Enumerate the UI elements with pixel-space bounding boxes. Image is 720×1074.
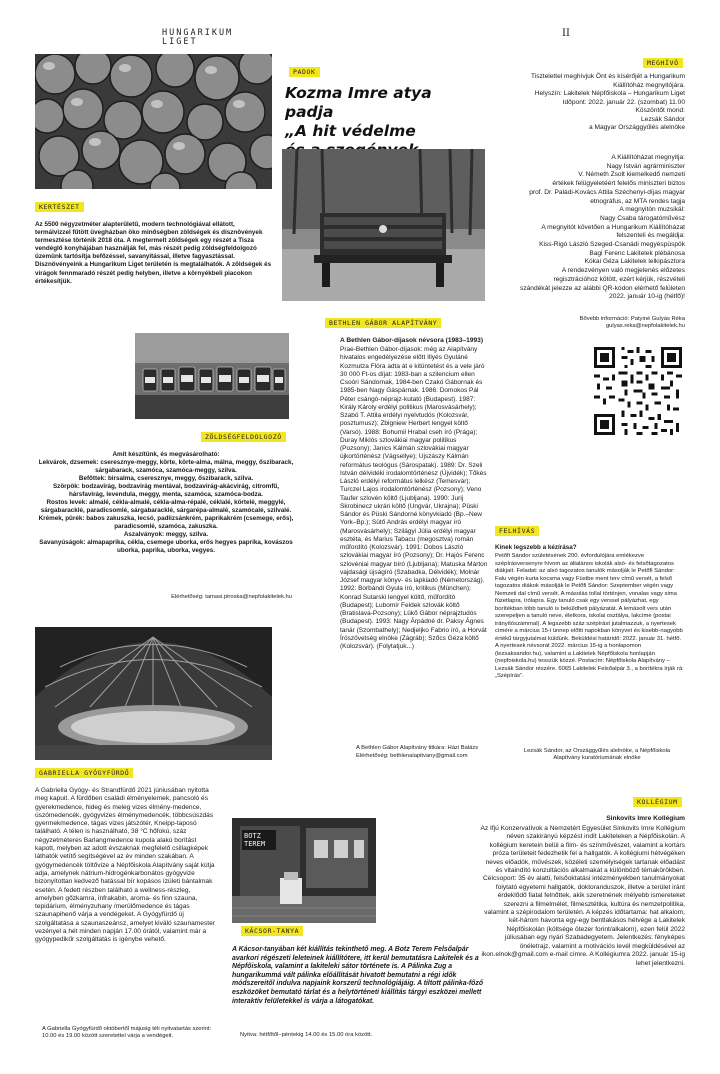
- jars-photo: [135, 333, 289, 419]
- meghivo-p1-6: Lezsák Sándor: [641, 115, 685, 123]
- padok-tag: PADOK: [289, 67, 320, 77]
- meghivo-p2-1: A Kiállítóházat megnyitja:: [611, 154, 685, 161]
- zoldseg-line-1: Lekvárok, dzsemek: cseresznye-meggy, körte, körte-alma, málna, meggy, őszibarack, sárgabarack, szamóca, szamóca-meggy, szilva.: [38, 459, 294, 474]
- meghivo-p2-2: Nagy István agrárminiszter: [606, 162, 685, 170]
- meghivo-p1-1: Tisztelettel meghívjuk Önt és kísérőjét a Hungarikum: [530, 73, 685, 80]
- kerteszet-tag: KERTÉSZET: [35, 202, 84, 212]
- bethlen-title: A Bethlen Gábor-díjasok névsora (1983–1993): [340, 337, 484, 344]
- meghivo-p2-8: Nagy Csaba tárogatóművész: [599, 214, 685, 222]
- bethlen-body: Prae-Bethlen Gábor-díjasok: még az Alapítvány hivatalos engedélyezése előtt Illyés Gyuláné Kozmutza Flóra adta át e kitüntetést és a vele járó 30 000 Ft-os díjat: 1983-ban a szilencium ellen Csoóri Sándornak, 1984-ben Czakó Gábornak és 1985-ben Nagy Gáspárnak. 1986: Domokos Pál Péter csángó-néprajz-kutató (Budapest). 1987: Király Károly erdélyi politikus (Marosvásárhely); Szabó T. Attila erdélyi nyelvtudós (Kolozsvár, posztumusz); Zbigniew Herbert lengyel költő (Varsó). 1988: Bohumil Hrabal cseh író (Prága); Duray Miklós szlovákiai magyar politikus (Pozsony); Janics Kálmán szlovákiai magyar újkortörténész (Vágsellye); Ujszászy Kálmán református teológus (Sárospatak). 1989: Dr. Szeli István délvidéki irodalomtörténész (Újvidék); Tőkés László erdélyi református lelkész (Temesvár); Turczel Lajos irodalomtörténész (Pozsony); Veno Taufer szlovén költő (Ljubljana). 1990: Jurij Skrobinecz ukrán költő (Ungvár, Ukrajna); Püski Sándor és Püski Sándorné könyvkiadó (Bp.–New York–Bp.); Sütő András erdélyi magyar író (Marosvásárhely); Szilágyi Júlia erdélyi magyar esztéta, és Marius Tabacu (megosztva) román műfordító (Kolozsvár). 1991: Dobos László szlovákiai magyar író (Pozsony); Dr. Hajós Ferenc szlovéniai magyar bíró (Ljubljana); Matuska Márton vajdasági újságíró (Szabadka, Délvidék); Molnár József magyar könyv- és lapkiadó (Németország). 1992: Borbándi Gyula író, kritikus (München); Konrad Sutarski lengyel költő, műfordító (Budapest); Lubomír Feldek szlovák költő (Bratislava-Pozsony); Lükő Gábor néprajztudós (Budapest). 1993: Nagy Árpádné dr. Paksy Ágnes tanár (Szombathely); Nedjeljko Fabrio író, a Horvát Írószövetség elnöke (Zágráb); Szőcs Géza költő (Kolozsvár). (Folytatjuk...): [340, 346, 488, 650]
- zoldseg-contact: Elérhetőség: tamasi.piroska@nepfolakitelek.hu: [171, 594, 292, 600]
- meghivo-p1-5: Köszöntőt mond:: [635, 107, 685, 114]
- meghivo-p2-16: szándékát jelezze az alábbi QR-kódon elérhető felületen: [520, 284, 685, 292]
- meghivo-p2-3: V. Németh Zsolt kiemelkedő nemzeti: [578, 171, 685, 179]
- headline-line1: Kozma Imre atya padja: [285, 84, 432, 121]
- zoldseg-intro: Amit készítünk, és megvásárolható:: [112, 451, 220, 458]
- kacsor-tag: KÁCSOR-TANYA: [241, 926, 303, 936]
- bethlen-secretary: A Bethlen Gábor Alapítvány titkára: Házi Balázs: [356, 745, 479, 751]
- gabriella-tag: GABRIELLA GYÓGYFÜRDŐ: [35, 768, 133, 778]
- headline-line2: „A hit védelme: [285, 122, 416, 140]
- felhivas-tag: FELHÍVÁS: [495, 526, 539, 536]
- meghivo-tag: MEGHÍVÓ: [643, 58, 683, 68]
- masthead-line2: LIGET: [162, 37, 198, 47]
- meghivo-info-1: Bővebb információ: Patyiné Gulyás Réka: [579, 316, 685, 322]
- bethlen-tag: BETHLEN GÁBOR ALAPÍTVÁNY: [325, 318, 441, 328]
- felhivas-signature: Lezsák Sándor, az Országgyűlés alelnöke, a Népfőiskola Alapítvány kuratóriumának elnöke: [523, 748, 671, 762]
- meghivo-p2-11: Kiss-Rigó László Szeged-Csanádi megyéspüspök: [539, 241, 685, 249]
- meghivo-p2-14: A rendezvényen való megjelenés előzetes: [561, 267, 685, 275]
- gabriella-hours: A Gabriella Gyógyfürdő októbertől májusig téli nyitvatartás szerint: 10.00 és 19.00 között szeretettel várja a vendégeit.: [42, 1026, 212, 1040]
- kollegium-body: Az Ifjú Konzervatívok a Nemzetért Egyesület Sinkovits Imre Kollégium néven szakirányú képzést indít Lakiteleken a Népfőiskolán. A kollégium keretein belül a film- és színművészet, valamint a kortárs próza területeit fedezhetik fel a hallgatók. A kollégiumi hétvégéken neves előadók, művészek, közéleti személyiségek tartanak előadást és vitaindító konzultációs alkalmakat a különböző témakörökben. Célcsoport: 35 év alatti, felsőoktatási intézményekben tanulmányokat folytató egyetemi hallgatók, doktoranduszok, illetve a terület iránt érdeklődő fiatal felnőttek, akik szeretnének mélyebb ismereteket szerezni a filmelmélet, filmesztétika, kultúra és nemzetpolitika, valamint a szépirodalom területén. A képzés időtartama: hat alkalom, két-három havonta egy-egy bentlakásos hétvége a Lakitelek Népfőiskolán (költsége ötezer forint/alkalom), ezen felül 2022 júliusában egy nyári Szabadegyetem. Jelentkezés: fényképes önéletrajz, valamint a motivációs levél megküldésével az ikon.elnok@gmail.com e-mail címre. A Kollégiumra 2022. január 15-ig lehet jelentkezni.: [480, 825, 685, 967]
- gabriella-body: A Gabriella Gyógy- és Strandfürdő 2021 júniusában nyitotta meg kapuit. A fürdőben családi élményelemek, pancsoló és gyerekmedence, hideg és meleg vizes élmény-medence, úszómedencék, gyógyvizes élménymedencék, többcsúszdás gyermekmedence, tágas vizes játszótér, Kneipp-taposó található. A télen is használható, 38 °C hőfokú, száz négyzetméteres Barlangmedence kupola alakú borítást kapott, melyben az adott évszaknak megfelelő csillagképek láthatók vetítő segítségével az év minden szakában. A gyógymedencék töltővize a Népfőiskola Alapítvány saját kútja adja, amelynek nátrium-hidrogénkarbonátos gyógyvize bizonyítottan kedvező hatással bír kopásos ízületi bántalmak esetén. A fedett részben található a wellness-részleg, amelyben gőzkamra, infrakabin, aroma- és finn szauna, tepidárium, élményzuhany /merülőmedence és tágas szaunapihenő várja a vendégeket. A Gyógyfürdő új szolgáltatása a szaunaszeánsz, amelyet kiváló szaunamester vezényel a hét minden napján 17.00 órától, valamint már a gyógypedikűr szolgáltatás is igénybe vehető.: [35, 787, 215, 944]
- meghivo-p2-13: Kókai Géza Lakitelek lelkipásztora: [584, 258, 685, 266]
- meghivo-p2-9: A megnyitót követően a Hungarikum Kiállítóházat: [541, 223, 685, 231]
- meghivo-p2-10: felszenteli és megáldja:: [616, 232, 685, 240]
- meghivo-p2-6: etnográfus, az MTA rendes tagja: [590, 197, 685, 205]
- bethlen-contact: Elérhetőség: bethlenalapitvany@gmail.com: [356, 753, 468, 759]
- meghivo-p2-7: A megnyitón muzsikál:: [619, 206, 685, 214]
- meghivo-p1-3: Helyszín: Lakitelek Népfőiskola – Hungarikum Liget: [534, 90, 685, 97]
- meghivo-p2-17: 2022. január 10-ig (hétfő)!: [609, 293, 685, 301]
- meghivo-p2-12: Bagi Ferenc Lakitelek plébánosa: [589, 249, 685, 257]
- zoldseg-line-7: Savanyúságok: almapaprika, cékla, csemege uborka, erős hegyes paprika, kovászos uborka, paprika, uborka, vegyes.: [39, 539, 293, 554]
- kollegium-tag: KOLLÉGIUM: [633, 797, 682, 807]
- kacsor-photo: [232, 818, 376, 923]
- masthead: [162, 29, 233, 47]
- kollegium-title: Sinkovits Imre Kollégium: [606, 815, 685, 822]
- felhivas-body: Petőfi Sándor születésének 200. évfordulójára emlékezve szépírásversenyre hívom az általános iskolák alsó- és felsőtagozatos diákjait. Feladat: az alsó tagozatos tanulók másolják le Petőfi Sándor: Falu végén kurta kocsma vagy Füstbe ment terv című versét, a felső tagozatos diákok másolják le Petőfi Sándor: Szeptember végén vagy Nemzeti dal című versét. A másolás tollal történjen, vonalas vagy sima füzetlapra, írólapra. Egy tanuló csak egy verssel pályázhat, egy borítékban több tanuló is beküldheti pályázatát. A lemásolt vers után szerepeljen a tanuló neve, életkora, iskolai osztálya, lakcíme (postai irányítószámmal). A legszebb száz szépírást jutalmazzuk, a nyertesek címére a március 15-i ünnep előtti napokban könyvet és kisebb-nagyobb értékű tárgyjutalmat küldünk. Beküldési határidő: 2022. január 31. hétfő. A nyertesek névsorát 2022. március 15-ig a honlapomon (lezsaksandor.hu), valamint a Lakitelek Népfőiskola honlapján (nepfoiskola.hu) tesszük közzé. Postacím: Népfőiskola Alapítvány – Lezsák Sándor részére. 6065 Lakitelek Felsőalpár 3., a borítékra írják rá: „Szépírás”.: [495, 553, 684, 679]
- vegetables-photo: [35, 54, 272, 189]
- meghivo-p1-2: Kiállítóház megnyitójára.: [613, 81, 685, 89]
- meghivo-p2-15: regisztrációhoz kötött, ezért kérjük, részvételi: [553, 275, 685, 283]
- zoldseg-line-4: Rostos levek: almalé, cékla-almalé, cékla-alma-répalé, céklalé, körtelé, meggylé, sárgabaracklé, paradicsomlé, sárgabaracklé, sárgarépa-almalé, szamócalé, szilvalé.: [40, 499, 292, 514]
- kacsor-hours: Nyitva: hétfőtől–péntekig 14.00 és 15.00 óra között.: [240, 1032, 373, 1038]
- felhivas-title: Kinek legszebb a kézírása?: [495, 544, 577, 551]
- zoldseg-line-6: Aszalványok: meggy, szilva.: [123, 531, 209, 538]
- meghivo-p2-5: prof. Dr. Paládi-Kovács Attila Széchenyi-díjas magyar: [529, 188, 685, 196]
- zoldseg-line-2: Befőttek: birsalma, cseresznye, meggy, őszibarack, szilva.: [78, 475, 254, 482]
- meghivo-program: [480, 154, 685, 302]
- kacsor-body: A Kácsor-tanyában két kiállítás tekinthető meg. A Botz Terem Felsőalpár avarkori régészeti leleteinek kiállítótere, itt kerül bemutatásra Lakitelek és a Népfőiskola, valamint a lakiteleki sátor története is. A Pálinka Zug a hungarikummá vált pálinka előállítását hivatott bemutatni a régi idők módszereitől indulva napjaink korszerű technológiájáig. A tiltott pálinka-főző eszközöket bemutató tárlat és a helytörténeti kiállítás tárgyi eszközei mellett interaktív felületekkel is várja a látogatókat.: [232, 946, 484, 1005]
- meghivo-p1-7: a Magyar Országgyűlés alelnöke: [588, 124, 685, 131]
- page-number: II: [562, 28, 570, 39]
- meghivo-p2-4: értékek felügyeletéért felelős miniszteri biztos: [552, 180, 685, 188]
- zoldseg-line-3: Szörpök: bodzavirág, bodzavirág mentával, bodzavirág-akácvirág, citromfű, hársfavirág, levendula, meggy, menta, szamóca, szamóca-bodza.: [52, 483, 280, 498]
- bench-photo: [282, 149, 485, 301]
- registration-qr-code[interactable]: [594, 347, 682, 435]
- botz-terem-sign: BOTZ TEREM: [242, 830, 276, 850]
- meghivo-info-2: gulyas.reka@nepfolakitelek.hu: [605, 323, 685, 330]
- kerteszet-body: Az 5500 négyzetméter alapterületű, modern technológiával ellátott, termálvízzel fűtött üvegházban öko minőségben zöldségek és dísznövények termesztése történik 2018 óta. A megtermelt zöldségek egy részét a Tisza vendéglő konyhájában használják fel, más részét pedig zöldségfeldolgozó üzemünk tartósítja befőzéssel, savanyítással, illetve fagyasztással. Disznövényeink a Hungarikum Liget területén is megtalálhatók. A zöldségek és virágok fennmaradó részét pedig helyben, illetve a környékbeli piacokon értékesítjük.: [35, 221, 272, 285]
- zoldseg-tag: ZÖLDSÉGFELDOLGOZÓ: [201, 432, 286, 442]
- zoldseg-list: [38, 451, 294, 555]
- meghivo-info: [500, 316, 685, 331]
- meghivo-invite: [480, 73, 685, 133]
- masthead-line1: HUNGARIKUM: [162, 28, 234, 38]
- meghivo-p1-4: Időpont: 2022. január 22. (szombat) 11.00: [562, 98, 685, 106]
- zoldseg-line-5: Krémek, pürék: babos zakuszka, lecsó, padlizsánkrém, paprikakrém (csemege, erős), paradicsomlé, szamóca, zakuszka.: [38, 515, 294, 530]
- spa-photo: [35, 627, 272, 760]
